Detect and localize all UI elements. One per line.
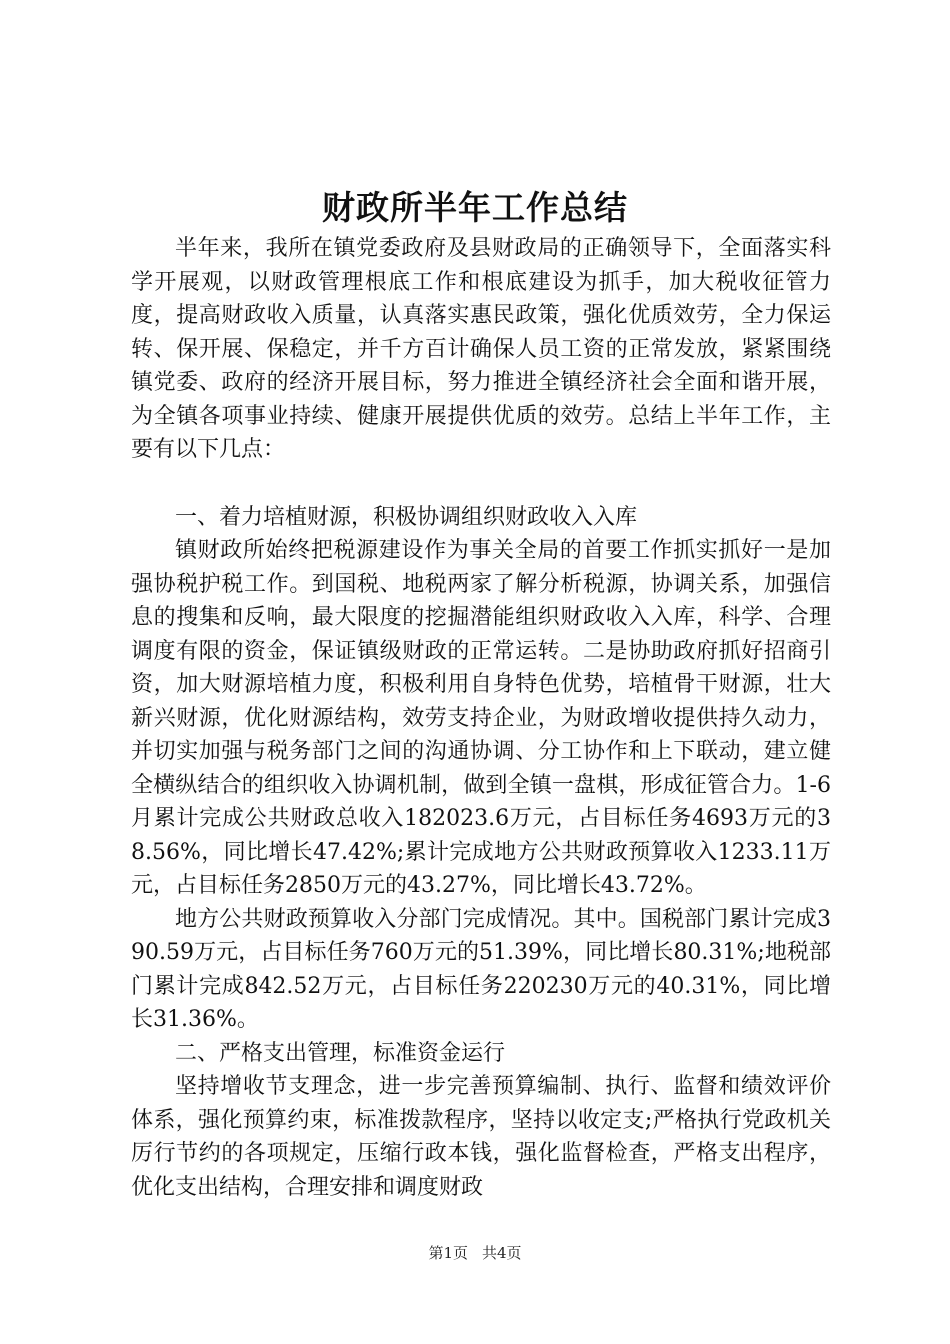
section-1-paragraph: 镇财政所始终把税源建设作为事关全局的首要工作抓实抓好一是加强协税护税工作。到国税、地税两家了解分析税源，协调关系，加强信息的搜集和反响，最大限度的挖掘潜能组织财政收入入库，科学、合理调度有限的资金，保证镇级财政的正常运转。二是协助政府抓好招商引资，加大财源培植力度，积极利用自身特色优势，培植骨干财源，壮大新兴财源，优化财源结构，效劳支持企业，为财政增收提供持久动力，并切实加强与税务部门之间的沟通协调、分工协作和上下联动，建立健全横纵结合的组织收入协调机制，做到全镇一盘棋，形成征管合力。1-6月累计完成公共财政总收入182023.6万元，占目标任务4693万元的38.56%，同比增长47.42%;累计完成地方公共财政预算收入1233.11万元，占目标任务2850万元的43.27%，同比增长43.72%。 — [131, 538, 831, 898]
section-2-paragraph: 坚持增收节支理念，进一步完善预算编制、执行、监督和绩效评价体系，强化预算约束，标准拨款程序，坚持以收定支;严格执行党政机关厉行节约的各项规定，压缩行政本钱，强化监督检查，严格支出程序，优化支出结构，合理安排和调度财政 — [131, 1074, 831, 1200]
section-heading-1: 一、着力培植财源，积极协调组织财政收入入库 — [175, 504, 638, 530]
paragraph-spacer — [131, 467, 831, 501]
section-heading-2: 二、严格支出管理，标准资金运行 — [175, 1040, 506, 1066]
page-number: 第1页 — [428, 1244, 468, 1262]
page-total: 共4页 — [482, 1244, 522, 1262]
intro-paragraph: 半年来，我所在镇党委政府及县财政局的正确领导下，全面落实科学开展观，以财政管理根底工作和根底建设为抓手，加大税收征管力度，提高财政收入质量，认真落实惠民政策，强化优质效劳，全力保运转、保开展、保稳定，并千方百计确保人员工资的正常发放，紧紧围绕镇党委、政府的经济开展目标，努力推进全镇经济社会全面和谐开展，为全镇各项事业持续、健康开展提供优质的效劳。总结上半年工作，主要有以下几点： — [131, 236, 831, 462]
document-body — [131, 232, 831, 1204]
section-1-detail-paragraph: 地方公共财政预算收入分部门完成情况。其中。国税部门累计完成390.59万元，占目标任务760万元的51.39%，同比增长80.31%;地税部门累计完成842.52万元，占目标任务220230万元的40.31%，同比增长31.36%。 — [131, 906, 831, 1032]
document-title: 财政所半年工作总结 — [322, 188, 628, 227]
page-footer — [0, 1243, 950, 1263]
